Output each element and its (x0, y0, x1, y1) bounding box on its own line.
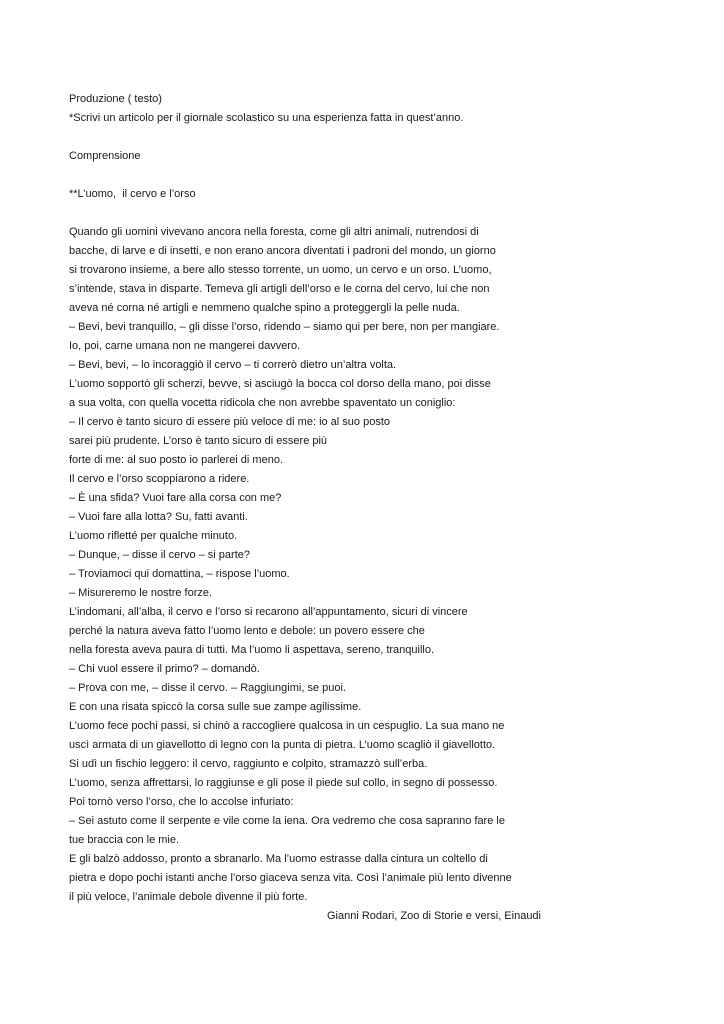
story-line: E con una risata spiccò la corsa sulle sue zampe agilissime. (69, 701, 362, 713)
story-line: – Troviamoci qui domattina, – rispose l’uomo. (69, 568, 290, 580)
story-line: – Vuoi fare alla lotta? Su, fatti avanti. (69, 511, 248, 523)
production-prompt: *Scrivi un articolo per il giornale scolastico su una esperienza fatta in quest’anno. (69, 112, 464, 124)
story-line: – Bevi, bevi, – lo incoraggiò il cervo – ti correrò dietro un’altra volta. (69, 359, 397, 371)
document-page (69, 90, 669, 926)
story-line: – Bevi, bevi tranquillo, – gli disse l’orso, ridendo – siamo qui per bere, non per mangiare. (69, 321, 500, 333)
story-line: bacche, di larve e di insetti, e non erano ancora diventati i padroni del mondo, un giorno (69, 245, 496, 257)
spacer (69, 128, 669, 147)
story-line: forte di me: al suo posto io parlerei di meno. (69, 454, 284, 466)
story-line: s’intende, stava in disparte. Temeva gli artigli dell’orso e le corna del cervo, lui che non (69, 283, 490, 295)
story-line: il più veloce, l’animale debole divenne il più forte. (69, 891, 308, 903)
production-title: Produzione ( testo) (69, 93, 162, 105)
story-line: Quando gli uomini vivevano ancora nella foresta, come gli altri animali, nutrendosi di (69, 226, 479, 238)
story-line: – Dunque, – disse il cervo – si parte? (69, 549, 250, 561)
story-line: L’indomani, all’alba, il cervo e l’orso si recarono all’appuntamento, sicuri di vincere (69, 606, 468, 618)
story-line: si trovarono insieme, a bere allo stesso torrente, un uomo, un cervo e un orso. L’uomo, (69, 264, 492, 276)
story-line: perché la natura aveva fatto l’uomo lento e debole: un povero essere che (69, 625, 425, 637)
story-line: a sua volta, con quella vocetta ridicola che non avrebbe spaventato un coniglio: (69, 397, 456, 409)
story-line: E gli balzò addosso, pronto a sbranarlo. Ma l’uomo estrasse dalla cintura un coltello di (69, 853, 488, 865)
story-line: Si udì un fischio leggero: il cervo, raggiunto e colpito, stramazzò sull’erba. (69, 758, 428, 770)
story-line: L’uomo sopportò gli scherzi, bevve, si asciugò la bocca col dorso della mano, poi disse (69, 378, 491, 390)
spacer (69, 166, 669, 185)
story-line: – Prova con me, – disse il cervo. – Raggiungimi, se puoi. (69, 682, 346, 694)
story-line: uscì armata di un giavellotto di legno con la punta di pietra. L’uomo scagliò il giavellotto. (69, 739, 496, 751)
story-line: L’uomo, senza affrettarsi, lo raggiunse e gli pose il piede sul collo, in segno di possesso. (69, 777, 498, 789)
story-attribution: Gianni Rodari, Zoo di Storie e versi, Einaudi (327, 910, 541, 922)
story-body (69, 223, 669, 907)
story-line: Il cervo e l’orso scoppiarono a ridere. (69, 473, 250, 485)
spacer (69, 204, 669, 223)
story-line: Io, poi, carne umana non ne mangerei davvero. (69, 340, 301, 352)
story-line: – Sei astuto come il serpente e vile come la iena. Ora vedremo che cosa sapranno fare le (69, 815, 505, 827)
story-line: – È una sfida? Vuoi fare alla corsa con me? (69, 492, 282, 504)
story-line: aveva né corna né artigli e nemmeno qualche spino a proteggergli la pelle nuda. (69, 302, 460, 314)
story-line: – Misureremo le nostre forze. (69, 587, 213, 599)
story-line: Poi tornò verso l’orso, che lo accolse infuriato: (69, 796, 294, 808)
story-line: – Il cervo è tanto sicuro di essere più veloce di me: io al suo posto (69, 416, 391, 428)
story-line: – Chi vuol essere il primo? – domandò. (69, 663, 260, 675)
story-line: L’uomo fece pochi passi, si chinò a raccogliere qualcosa in un cespuglio. La sua mano ne (69, 720, 505, 732)
story-title: **L’uomo, il cervo e l’orso (69, 188, 196, 200)
story-line: L’uomo rifletté per qualche minuto. (69, 530, 238, 542)
story-line: sarei più prudente. L’orso è tanto sicuro di essere più (69, 435, 328, 447)
comprehension-title: Comprensione (69, 150, 141, 162)
story-line: tue braccia con le mie. (69, 834, 180, 846)
story-line: pietra e dopo pochi istanti anche l’orso giaceva senza vita. Così l’animale più lento divenne (69, 872, 512, 884)
story-line: nella foresta aveva paura di tutti. Ma l’uomo li aspettava, sereno, tranquillo. (69, 644, 435, 656)
